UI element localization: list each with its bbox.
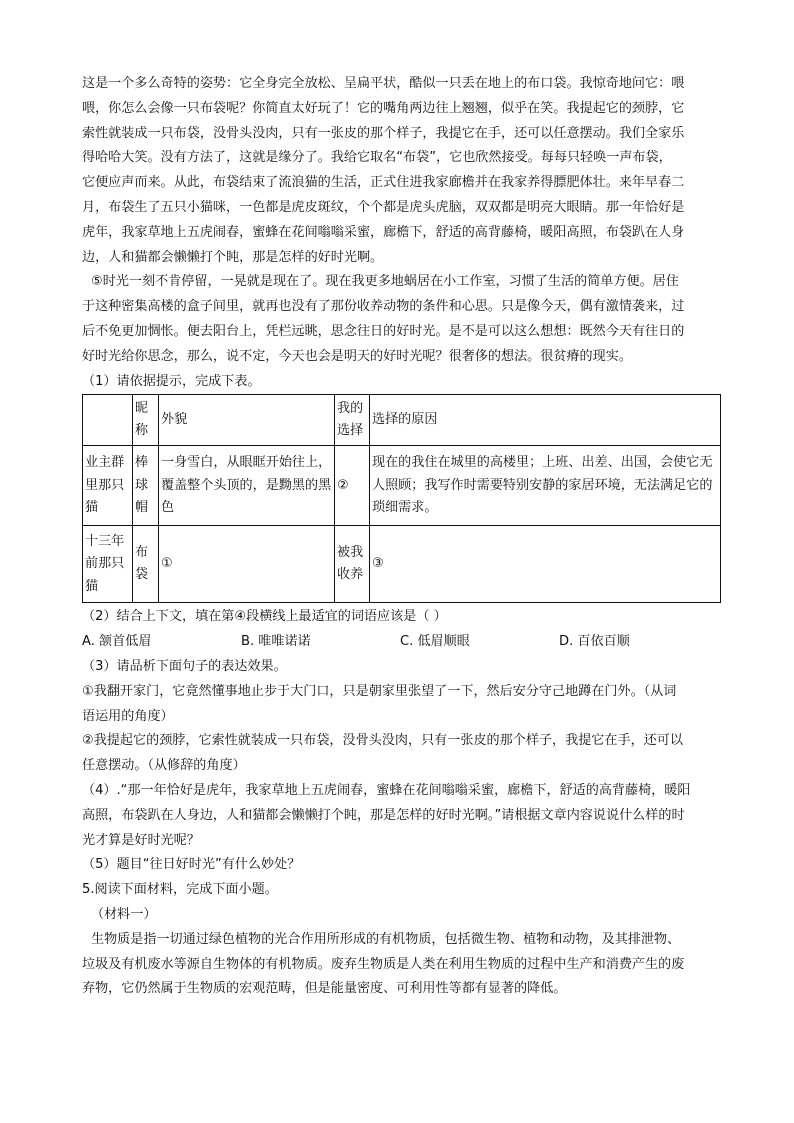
text-line: 索性就装成一只布袋，没骨头没肉，只有一张皮的那个样子，我提它在手，还可以任意摆动。我们全家乐 xyxy=(82,125,685,141)
answer-blank-1[interactable]: ① xyxy=(159,526,335,603)
text-line: 高照，布袋趴在人身边，人和猫都会懒懒打个盹，那是怎样的好时光啊。”请根据文章内容说说什么样的时 xyxy=(82,807,685,823)
table-header-row xyxy=(83,395,721,446)
text-line: 好时光给你思念，那么，说不定，今天也会是明天的好时光呢？很奢侈的想法。很贫瘠的现实。 xyxy=(82,348,632,364)
text-line: 于这种密集高楼的盒子间里，就再也没有了那份收养动物的条件和心思。只是像今天，偶有激情袭来，过 xyxy=(82,299,685,315)
table-row xyxy=(83,526,721,603)
text-line: ⑤时光一刻不肯停留，一晃就是现在了。现在我更多地蜗居在小工作室，习惯了生活的简单方便。居住 xyxy=(91,274,679,290)
table-header-cell: 外貌 xyxy=(159,395,335,446)
answer-table xyxy=(82,394,721,603)
question-2-prompt: （2）结合上下文，填在第④段横线上最适宜的词语应该是（ ） xyxy=(82,609,447,625)
question-4 xyxy=(82,779,720,853)
table-cell: 现在的我住在城里的高楼里；上班、出差、出国，会使它无人照顾；我写作时需要特别安静的家居环境，无法满足它的琐细需求。 xyxy=(370,446,721,526)
question-3-prompt: （3）请品析下面句子的表达效果。 xyxy=(82,658,287,674)
table-cell: 布袋 xyxy=(133,526,159,603)
text-line: ②我提起它的颈脖，它索性就装成一只布袋，没骨头没肉，只有一张皮的那个样子，我提它在手，还可以 xyxy=(82,733,683,749)
text-line: 边，人和猫都会懒懒打个盹，那是怎样的好时光啊。 xyxy=(82,249,384,265)
text-line: 喂，你怎么会像一只布袋呢？你简直太好玩了！它的嘴角两边往上翘翘，似乎在笑。我提起它的颈脖，它 xyxy=(82,100,685,116)
question-3-item-2 xyxy=(82,729,720,779)
text-line: （4）.“那一年恰好是虎年，我家草地上五虎闹春，蜜蜂在花间嗡嗡采蜜，廊檐下，舒适的高背藤椅，暖阳 xyxy=(82,782,691,798)
answer-blank-2[interactable]: ② xyxy=(335,446,370,526)
question-1-prompt: （1）请依据提示，完成下表。 xyxy=(82,373,261,389)
text-line: 它便应声而来。从此，布袋结束了流浪猫的生活，正式住进我家廊檐并在我家养得膘肥体壮。来年早春二 xyxy=(82,175,685,191)
table-cell: 一身雪白，从眼眶开始往上，覆盖整个头顶的，是黝黑的黑色 xyxy=(159,446,335,526)
text-line: 生物质是指一切通过绿色植物的光合作用所形成的有机物质，包括微生物、植物和动物，及其排泄物、 xyxy=(91,931,681,947)
option-d[interactable]: D. 百依百顺 xyxy=(559,634,630,650)
passage-paragraph-1 xyxy=(82,72,720,270)
text-line: 得哈哈大笑。没有方法了，这就是缘分了。我给它取名“布袋”，它也欣然接受。每每只轻唤一声布袋， xyxy=(82,150,672,166)
section-5-title: 5.阅读下面材料，完成下面小题。 xyxy=(82,882,278,898)
question-3-item-1 xyxy=(82,680,720,730)
text-line: 后不免更加惆怅。便去阳台上，凭栏远眺，思念往日的好时光。是不是可以这么想想：既然今天有往日的 xyxy=(82,323,685,339)
text-line: 这是一个多么奇特的姿势：它全身完全放松、呈扁平状，酷似一只丢在地上的布口袋。我惊奇地问它：喂 xyxy=(82,76,685,91)
text-line: 月，布袋生了五只小猫咪，一色都是虎皮斑纹，个个都是虎头虎脑，双双都是明亮大眼睛。那一年恰好是 xyxy=(82,199,685,215)
table-cell: 十三年前那只猫 xyxy=(83,526,133,603)
question-2-options xyxy=(82,630,720,655)
table-cell: 被我收养 xyxy=(335,526,370,603)
material-1-text xyxy=(82,928,720,1002)
text-line: 垃圾及有机废水等源自生物体的有机物质。废弃生物质是人类在利用生物质的过程中生产和消费产生的废 xyxy=(82,956,685,972)
question-5: （5）题目“往日好时光”有什么妙处？ xyxy=(82,857,301,873)
text-line: 任意摆动。（从修辞的角度） xyxy=(82,758,246,774)
table-header-cell xyxy=(83,395,133,446)
table-header-cell: 昵称 xyxy=(133,395,159,446)
passage-paragraph-5 xyxy=(82,270,720,369)
text-line: 语运用的角度） xyxy=(82,708,174,724)
table-cell: 业主群里那只猫 xyxy=(83,446,133,526)
option-a[interactable]: A. 颔首低眉 xyxy=(82,634,152,650)
answer-blank-3[interactable]: ③ xyxy=(370,526,721,603)
table-header-cell: 选择的原因 xyxy=(370,395,721,446)
option-c[interactable]: C. 低眉顺眼 xyxy=(400,634,470,650)
option-b[interactable]: B. 唯唯诺诺 xyxy=(241,634,311,650)
document-page xyxy=(82,72,720,1002)
text-line: 弃物，它仍然属于生物质的宏观范畴，但是能量密度、可利用性等都有显著的降低。 xyxy=(82,981,567,997)
text-line: ①我翻开家门，它竟然懂事地止步于大门口，只是朝家里张望了一下，然后安分守己地蹲在门外。（从词 xyxy=(82,683,677,699)
table-row xyxy=(83,446,721,526)
table-cell: 棒球帽 xyxy=(133,446,159,526)
material-label: （材料一） xyxy=(91,906,157,922)
text-line: 光才算是好时光呢？ xyxy=(82,832,200,848)
table-header-cell: 我的选择 xyxy=(335,395,370,446)
text-line: 虎年，我家草地上五虎闹春，蜜蜂在花间嗡嗡采蜜，廊檐下，舒适的高背藤椅，暖阳高照，布袋趴在人身 xyxy=(82,224,685,240)
